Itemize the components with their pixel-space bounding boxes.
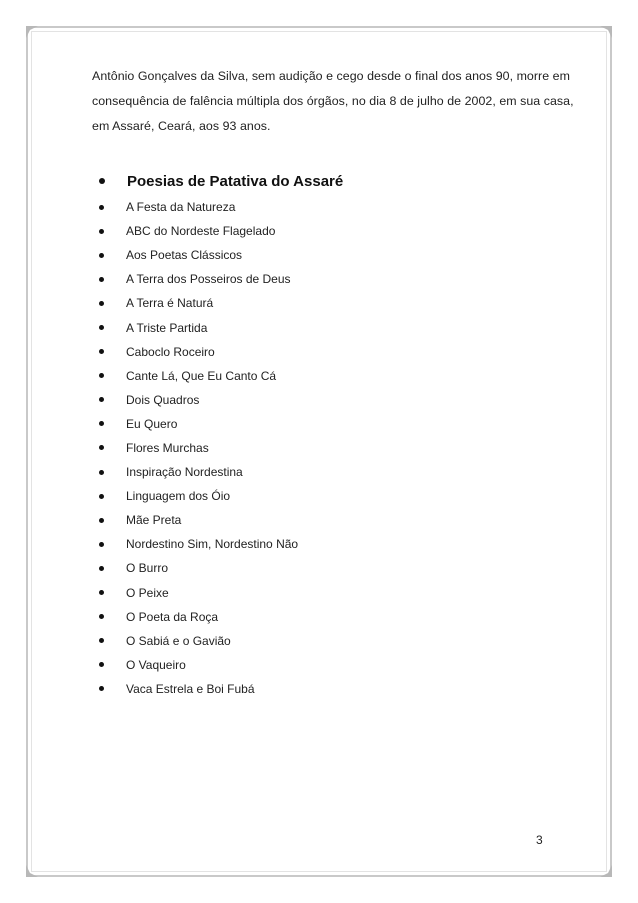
poem-list-item: [97, 243, 537, 267]
poem-title: A Festa da Natureza: [126, 200, 236, 215]
poem-title: O Sabiá e o Gavião: [126, 633, 231, 648]
poem-title: O Peixe: [126, 585, 169, 600]
corner-ornament-top-left: [26, 26, 38, 38]
poem-list-item: [97, 388, 537, 412]
bullet-icon: [99, 686, 104, 691]
poem-title: Flores Murchas: [126, 440, 209, 455]
poem-list-item: [97, 364, 537, 388]
intro-paragraph: [92, 64, 574, 139]
bullet-icon: [99, 638, 104, 643]
bullet-icon: [99, 349, 104, 354]
bullet-icon: [99, 614, 104, 619]
bullet-icon: [99, 518, 104, 523]
bullet-icon: [99, 373, 104, 378]
poem-list: [97, 195, 537, 701]
intro-line: em Assaré, Ceará, aos 93 anos.: [92, 119, 271, 133]
poem-title: Aos Poetas Clássicos: [126, 248, 243, 263]
poem-list-item: [97, 460, 537, 484]
poem-title: A Triste Partida: [126, 320, 208, 335]
poem-list-item: [97, 340, 537, 364]
poem-title: Mãe Preta: [126, 513, 182, 528]
bullet-icon: [99, 662, 104, 667]
bullet-icon: [99, 253, 104, 258]
section-heading: Poesias de Patativa do Assaré: [127, 172, 344, 190]
poem-title: A Terra dos Posseiros de Deus: [126, 272, 291, 287]
poem-title: O Poeta da Roça: [126, 609, 219, 624]
intro-line: Antônio Gonçalves da Silva, sem audição e cego desde o final dos anos 90, morre em: [92, 69, 570, 83]
bullet-icon: [99, 566, 104, 571]
poem-title: A Terra é Naturá: [126, 296, 214, 311]
poem-title: Dois Quadros: [126, 392, 200, 407]
bullet-icon: [99, 494, 104, 499]
poem-list-item: [97, 629, 537, 653]
poem-list-item: [97, 267, 537, 291]
bullet-icon: [99, 445, 104, 450]
page-number: 3: [536, 833, 543, 847]
poem-list-item: [97, 291, 537, 315]
bullet-icon: [99, 277, 104, 282]
poem-list-item: [97, 605, 537, 629]
poem-title: Nordestino Sim, Nordestino Não: [126, 537, 299, 552]
bullet-icon: [99, 205, 104, 210]
bullet-icon: [99, 542, 104, 547]
bullet-icon: [99, 301, 104, 306]
poem-title: Inspiração Nordestina: [126, 465, 243, 480]
poem-title: O Vaqueiro: [126, 657, 186, 672]
section-heading-row: [97, 171, 537, 191]
corner-ornament-bottom-left: [26, 865, 38, 877]
poem-list-item: [97, 677, 537, 701]
poem-list-item: [97, 436, 537, 460]
poem-list-item: [97, 556, 537, 580]
poem-list-item: [97, 412, 537, 436]
poem-title: O Burro: [126, 561, 169, 576]
poem-list-item: [97, 508, 537, 532]
poem-title: Eu Quero: [126, 416, 178, 431]
poem-list-item: [97, 195, 537, 219]
poem-title: Caboclo Roceiro: [126, 344, 215, 359]
intro-line: consequência de falência múltipla dos órgãos, no dia 8 de julho de 2002, em sua casa,: [92, 94, 574, 108]
poem-title: ABC do Nordeste Flagelado: [126, 224, 276, 239]
poem-title: Vaca Estrela e Boi Fubá: [126, 681, 255, 696]
poems-section: [97, 171, 537, 701]
bullet-icon: [99, 590, 104, 595]
poem-title: Linguagem dos Óio: [126, 489, 231, 504]
poem-list-item: [97, 581, 537, 605]
bullet-icon: [99, 470, 104, 475]
bullet-icon: [99, 229, 104, 234]
bullet-icon: [99, 421, 104, 426]
poem-list-item: [97, 532, 537, 556]
corner-ornament-bottom-right: [600, 865, 612, 877]
bullet-icon: [99, 178, 105, 184]
bullet-icon: [99, 325, 104, 330]
poem-list-item: [97, 653, 537, 677]
poem-list-item: [97, 484, 537, 508]
poem-list-item: [97, 315, 537, 339]
bullet-icon: [99, 397, 104, 402]
poem-list-item: [97, 219, 537, 243]
poem-title: Cante Lá, Que Eu Canto Cá: [126, 368, 277, 383]
corner-ornament-top-right: [600, 26, 612, 38]
